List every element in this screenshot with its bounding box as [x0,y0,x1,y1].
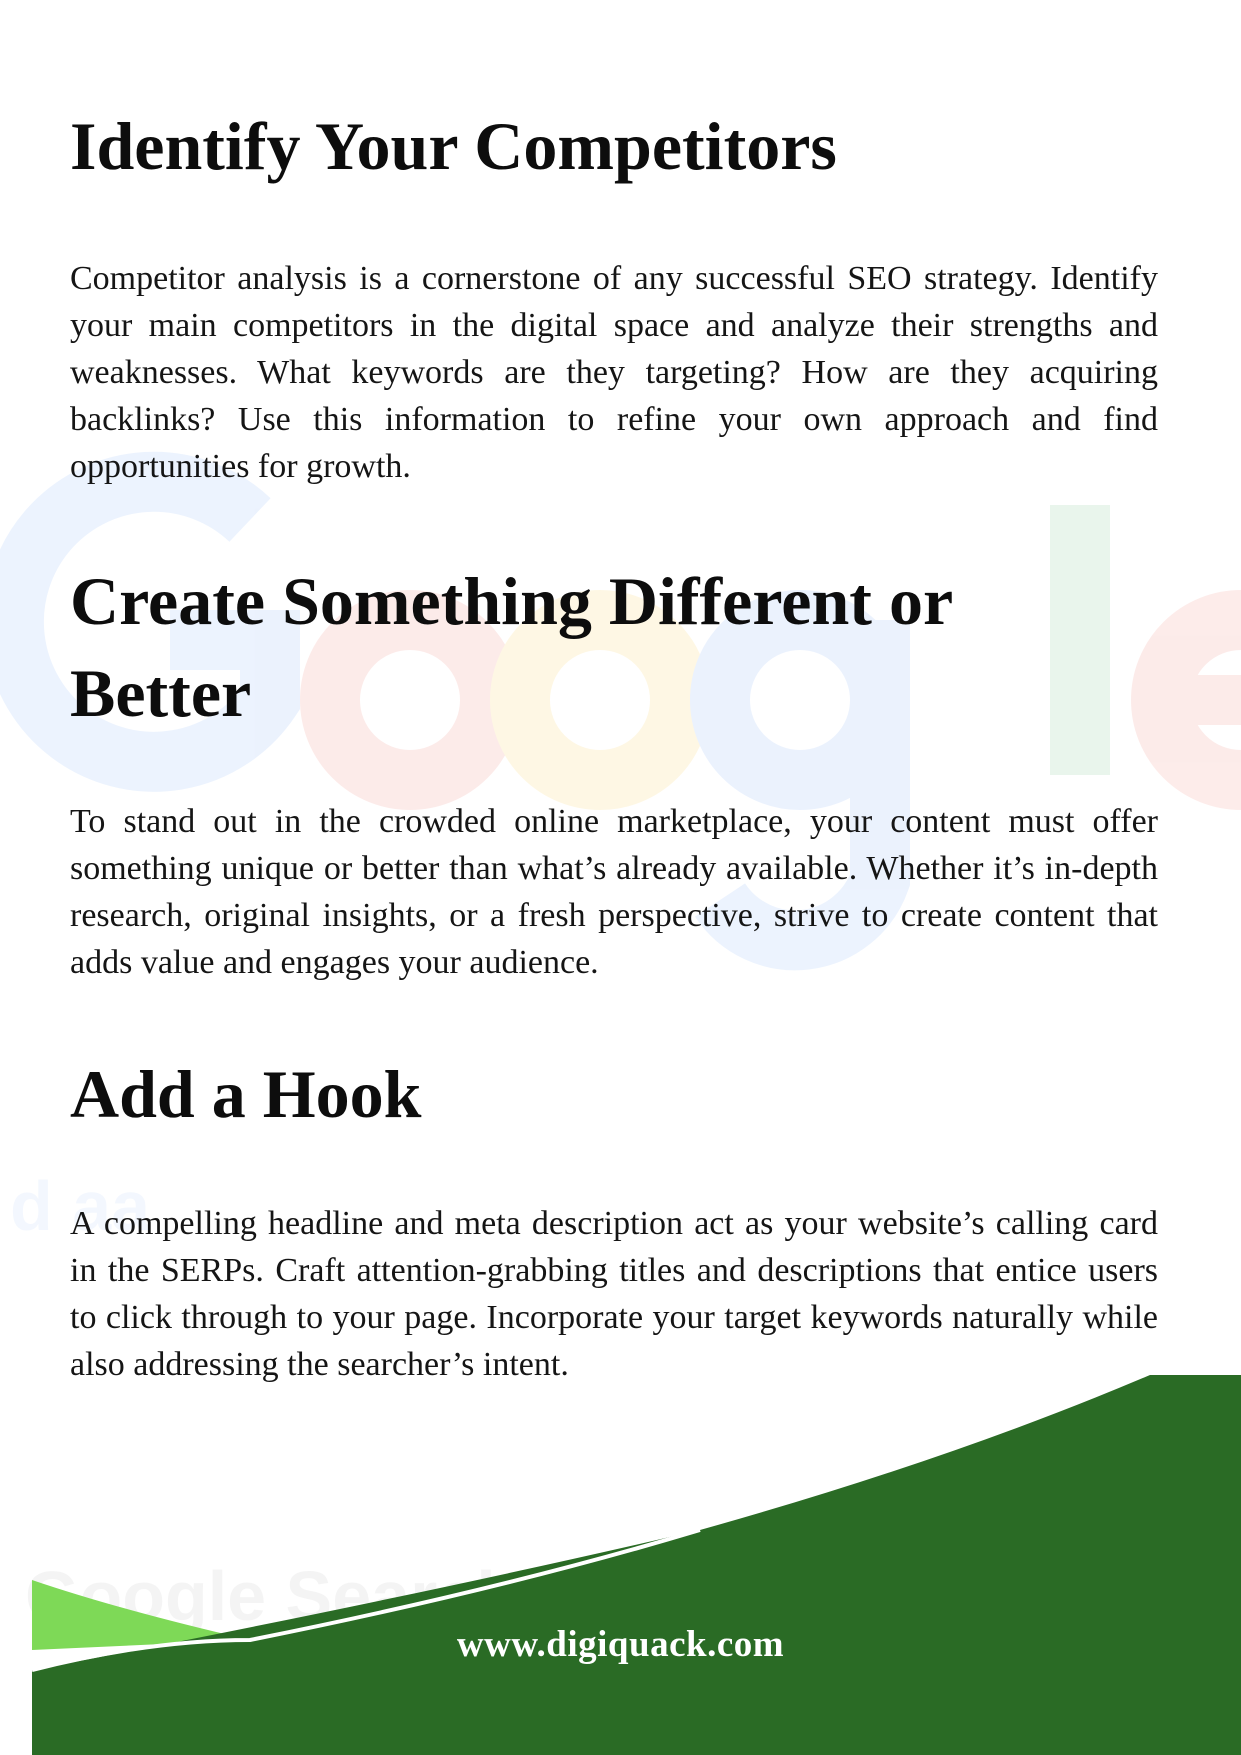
heading-text: Create Something Different or Better [70,563,952,731]
watermark-search-text: Google Search [25,1557,520,1635]
section-heading-competitors: Identify Your Competitors [70,108,837,184]
section-body-hook: A compelling headline and meta description act as your website’s calling card in the SERPs. Craft attention-grabbing titles and descriptions that entice users to click through to your page. Incorporate your target keywords naturally while also addressing the searcher’s intent. [70,1205,1158,1383]
section-heading-hook: Add a Hook [70,1056,422,1132]
section-heading-different [70,555,1030,739]
section-body-different: To stand out in the crowded online marketplace, your content must offer something unique or better than what’s already available. Whether it’s in-depth research, original insights, or a fresh perspective, strive to create content that adds value and engages your audience. [70,803,1158,981]
footer-url[interactable]: www.digiquack.com [456,1624,785,1665]
footer-wave-dark [32,1375,1241,1755]
section-body-competitors: Competitor analysis is a cornerstone of any successful SEO strategy. Identify your main competitors in the digital space and analyze their strengths and weaknesses. What keywords are they targeting? How are they acquiring backlinks? Use this information to refine your own approach and find opportunities for growth. [70,260,1158,485]
watermark-fragment: d aa [10,1167,151,1245]
